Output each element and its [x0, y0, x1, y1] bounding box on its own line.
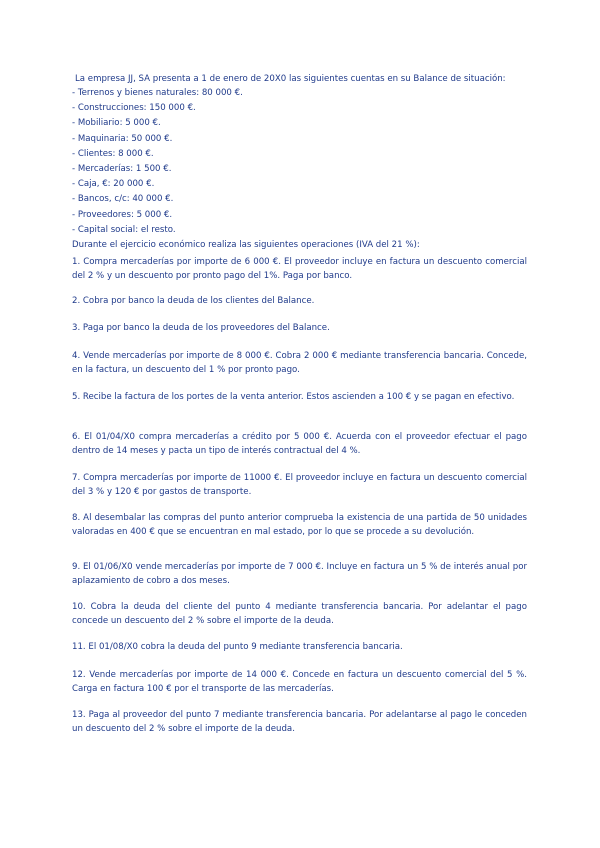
- account-item: - Maquinaria: 50 000 €.: [72, 133, 173, 144]
- operations-title: Durante el ejercicio económico realiza las siguientes operaciones (IVA del 21 %):: [72, 240, 420, 250]
- operation-item: 7. Compra mercaderías por importe de 11000 €. El proveedor incluye en factura un descuento comercial del 3 % y 120 € por gastos de transporte.: [72, 473, 527, 497]
- operation-item: 13. Paga al proveedor del punto 7 mediante transferencia bancaria. Por adelantarse al pago le conceden un descuento del 2 % sobre el importe de la deuda.: [72, 710, 527, 734]
- operation-item: 1. Compra mercaderías por importe de 6 000 €. El proveedor incluye en factura un descuento comercial del 2 % y un descuento por pronto pago del 1%. Paga por banco.: [72, 257, 527, 281]
- account-item: - Construcciones: 150 000 €.: [72, 103, 196, 114]
- operation-item: 10. Cobra la deuda del cliente del punto 4 mediante transferencia bancaria. Por adelantar el pago concede un descuento del 2 % sobre el importe de la deuda.: [72, 602, 527, 626]
- operation-item: 2. Cobra por banco la deuda de los clientes del Balance.: [72, 296, 315, 306]
- account-item: - Terrenos y bienes naturales: 80 000 €.: [72, 88, 243, 98]
- operation-item: 3. Paga por banco la deuda de los proveedores del Balance.: [72, 323, 330, 333]
- account-item: - Mercaderías: 1 500 €.: [72, 163, 172, 174]
- account-item: - Capital social: el resto.: [72, 224, 176, 235]
- operation-item: 6. El 01/04/X0 compra mercaderías a crédito por 5 000 €. Acuerda con el proveedor efectuar el pago dentro de 14 meses y pacta un tipo de interés contractual del 4 %.: [72, 432, 527, 456]
- operation-item: 4. Vende mercaderías por importe de 8 000 €. Cobra 2 000 € mediante transferencia bancaria. Concede, en la factura, un descuento del 1 % por pronto pago.: [72, 351, 527, 375]
- operation-item: 9. El 01/06/X0 vende mercaderías por importe de 7 000 €. Incluye en factura un 5 % de interés anual por aplazamiento de cobro a dos meses.: [72, 562, 527, 586]
- account-item: - Bancos, c/c: 40 000 €.: [72, 194, 174, 205]
- account-item: - Clientes: 8 000 €.: [72, 148, 154, 159]
- operation-item: 11. El 01/08/X0 cobra la deuda del punto 9 mediante transferencia bancaria.: [72, 642, 403, 652]
- balance-accounts-list: [72, 86, 532, 238]
- operation-item: 12. Vende mercaderías por importe de 14 000 €. Concede en factura un descuento comercial del 5 %. Carga en factura 100 € por el transporte de las mercaderías.: [72, 670, 527, 694]
- operation-item: 5. Recibe la factura de los portes de la venta anterior. Estos ascienden a 100 € y se pagan en efectivo.: [72, 392, 515, 402]
- account-item: - Proveedores: 5 000 €.: [72, 209, 173, 220]
- intro-paragraph: La empresa JJ, SA presenta a 1 de enero de 20X0 las siguientes cuentas en su Balance de situación:: [75, 74, 506, 84]
- account-item: - Caja, €: 20 000 €.: [72, 179, 155, 190]
- operation-item: 8. Al desembalar las compras del punto anterior comprueba la existencia de una partida de 50 unidades valoradas en 400 € que se encuentran en mal estado, por lo que se procede a su devolución.: [72, 513, 527, 537]
- account-item: - Mobiliario: 5 000 €.: [72, 118, 161, 129]
